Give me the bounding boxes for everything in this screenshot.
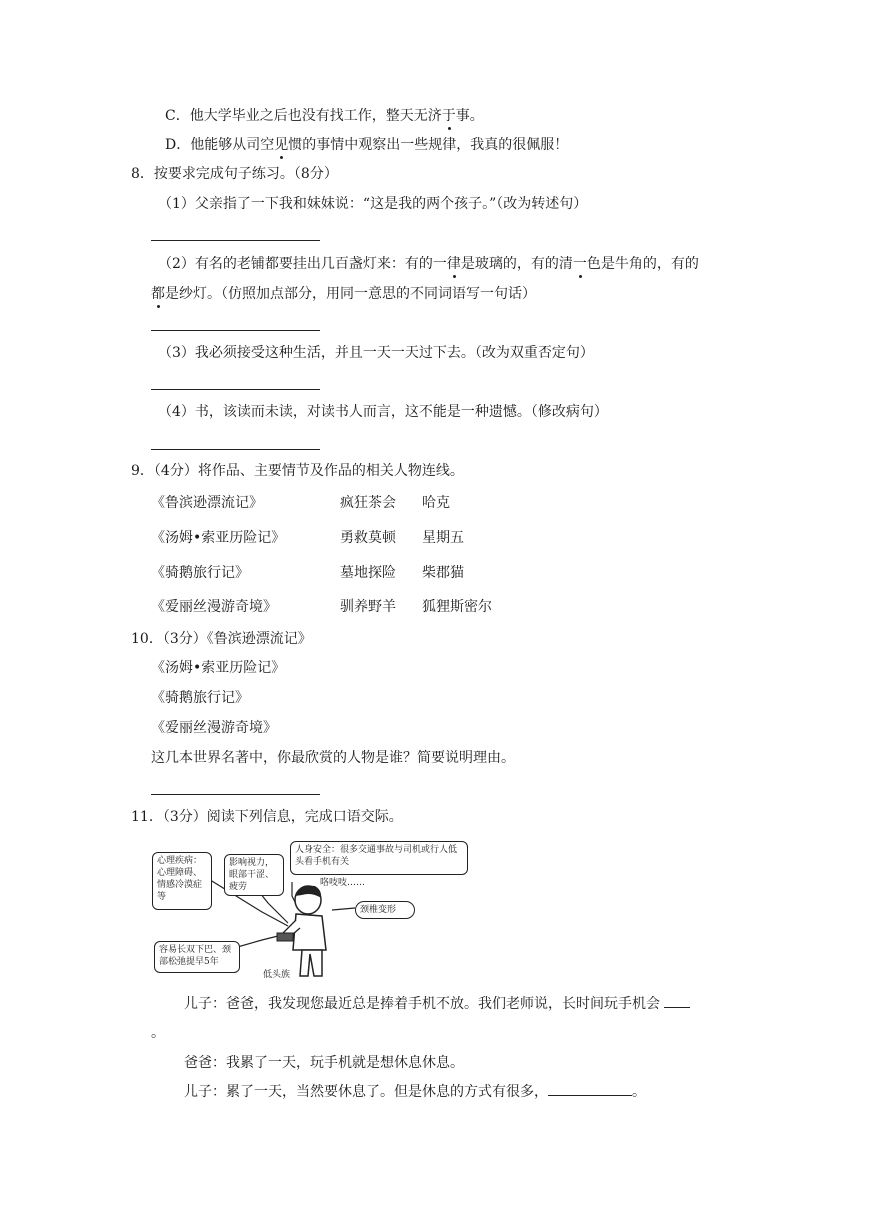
bubble-chin: 容易长双下巴、颈部松弛提早5年 bbox=[154, 941, 240, 973]
illustration-caption: 低头族 bbox=[263, 970, 291, 980]
q8-sentence-1: （1）父亲指了一下我和妹妹说：“这是我的两个孩子。”（改为转述句） bbox=[158, 196, 588, 212]
q11-dialogue-3 bbox=[184, 1082, 646, 1102]
dotted-char: 空 bbox=[260, 137, 275, 153]
dotted-char: 色 bbox=[586, 256, 601, 272]
q8-answer-line-3[interactable] bbox=[151, 389, 320, 390]
q8-answer-line-4[interactable] bbox=[151, 449, 320, 450]
q11-dialogue-3-end: 。 bbox=[632, 1084, 646, 1100]
q10-book-2: 《骑鹅旅行记》 bbox=[151, 690, 249, 706]
q7-option-d-end: 的事情中观察出一些规律，我真的很佩服！ bbox=[302, 137, 569, 153]
dotted-char: 无 bbox=[413, 108, 428, 124]
q11-dialogue-1-text: 儿子：爸爸，我发现您最近总是捧着手机不放。我们老师说，长时间玩手机会 bbox=[184, 996, 660, 1012]
q10-book-1: 《汤姆•索亚历险记》 bbox=[151, 660, 286, 676]
q8-s2-part-g: 是纱灯。（仿照加点部分，用同一意思的不同词语写一句话） bbox=[165, 286, 536, 302]
dotted-char: 惯 bbox=[288, 137, 303, 153]
q7-option-c bbox=[165, 106, 484, 126]
q7-option-d-text: D．他能够从 bbox=[165, 137, 247, 153]
q9-book-3[interactable]: 《骑鹅旅行记》 bbox=[151, 565, 249, 581]
dotted-char: 一 bbox=[432, 256, 447, 272]
dotted-char: 济 bbox=[427, 108, 442, 124]
q9-title: 9．（4分）将作品、主要情节及作品的相关人物连线。 bbox=[131, 463, 464, 479]
q11-dialogue-2: 爸爸：我累了一天，玩手机就是想休息休息。 bbox=[184, 1055, 464, 1071]
dotted-char: 清 bbox=[558, 256, 573, 272]
q11-answer-blank-2[interactable] bbox=[548, 1095, 632, 1096]
dotted-word-qingyise bbox=[559, 256, 601, 272]
q8-sentence-3: （3）我必须接受这种生活，并且一天一天过下去。（改为双重否定句） bbox=[158, 345, 594, 361]
q8-sentence-2-cont bbox=[151, 284, 536, 304]
bubble-vision: 影响视力，眼部干涩、疲劳 bbox=[224, 854, 284, 896]
q9-plot-4[interactable]: 驯养野羊 bbox=[340, 599, 396, 615]
q9-plot-3[interactable]: 墓地探险 bbox=[340, 565, 396, 581]
dotted-word-wujiyushi bbox=[414, 108, 470, 124]
dotted-char: 于 bbox=[441, 108, 456, 124]
q10-answer-line[interactable] bbox=[151, 794, 320, 795]
dotted-char: 都 bbox=[151, 286, 165, 302]
q8-answer-line-2[interactable] bbox=[151, 330, 320, 331]
q9-plot-2[interactable]: 勇救莫顿 bbox=[340, 530, 396, 546]
q8-answer-line-1[interactable] bbox=[151, 240, 320, 241]
q9-book-4[interactable]: 《爱丽丝漫游奇境》 bbox=[151, 599, 277, 615]
q10-book-3: 《爱丽丝漫游奇境》 bbox=[151, 720, 277, 736]
q11-answer-blank-1[interactable] bbox=[664, 1007, 690, 1008]
q11-title: 11．（3分）阅读下列信息，完成口语交际。 bbox=[131, 809, 403, 825]
dotted-word-dou bbox=[151, 286, 165, 302]
q10-question: 这几本世界名著中，你最欣赏的人物是谁？简要说明理由。 bbox=[151, 750, 515, 766]
bubble-psych: 心理疾病：心理障碍、情感冷漠症等 bbox=[152, 852, 212, 910]
q8-s2-part-c: 是玻璃的，有的 bbox=[460, 256, 559, 272]
q9-book-2[interactable]: 《汤姆•索亚历险记》 bbox=[151, 530, 286, 546]
q8-sentence-4: （4）书，该读而未读，对读书人而言，这不能是一种遗憾。（修改病句） bbox=[158, 404, 608, 420]
dotted-word-sikongjianguan bbox=[246, 137, 302, 153]
dotted-char: 一 bbox=[572, 256, 587, 272]
dotted-word-yilv bbox=[433, 256, 461, 272]
q11-dialogue-3-text: 儿子：累了一天，当然要休息了。但是休息的方式有很多， bbox=[184, 1084, 548, 1100]
q7-option-d bbox=[165, 135, 568, 155]
q7-option-c-text: C．他大学毕业之后也没有找工作，整天 bbox=[165, 108, 414, 124]
q8-s2-part-a: （2）有名的老铺都要挂出几百盏灯来：有的 bbox=[158, 256, 433, 272]
q7-option-c-end: 。 bbox=[469, 108, 484, 124]
q11-dialogue-1-end: 。 bbox=[151, 1025, 165, 1041]
dotted-char: 事 bbox=[455, 108, 470, 124]
q11-dialogue-1 bbox=[184, 994, 690, 1014]
q8-sentence-2 bbox=[158, 254, 699, 274]
dotted-char: 司 bbox=[246, 137, 261, 153]
q9-person-4[interactable]: 狐狸斯密尔 bbox=[422, 599, 492, 615]
bubble-safety: 人身安全：很多交通事故与司机或行人低头看手机有关 bbox=[290, 841, 468, 875]
q9-book-1[interactable]: 《鲁滨逊漂流记》 bbox=[151, 495, 263, 511]
bubble-neck: 颈椎变形 bbox=[355, 901, 415, 919]
q8-s2-part-e: 是牛角的，有的 bbox=[600, 256, 699, 272]
q9-person-2[interactable]: 星期五 bbox=[422, 530, 464, 546]
q9-plot-1[interactable]: 疯狂茶会 bbox=[340, 495, 396, 511]
dotted-char: 见 bbox=[274, 137, 289, 153]
q10-title: 10．（3分）《鲁滨逊漂流记》 bbox=[131, 631, 312, 647]
low-head-illustration bbox=[150, 838, 475, 980]
bubble-sound: 咯吱吱…… bbox=[320, 878, 366, 888]
q9-person-1[interactable]: 哈克 bbox=[422, 495, 450, 511]
q9-person-3[interactable]: 柴郡猫 bbox=[422, 565, 464, 581]
q8-title: 8．按要求完成句子练习。（8分） bbox=[131, 166, 338, 182]
dotted-char: 律 bbox=[446, 256, 461, 272]
